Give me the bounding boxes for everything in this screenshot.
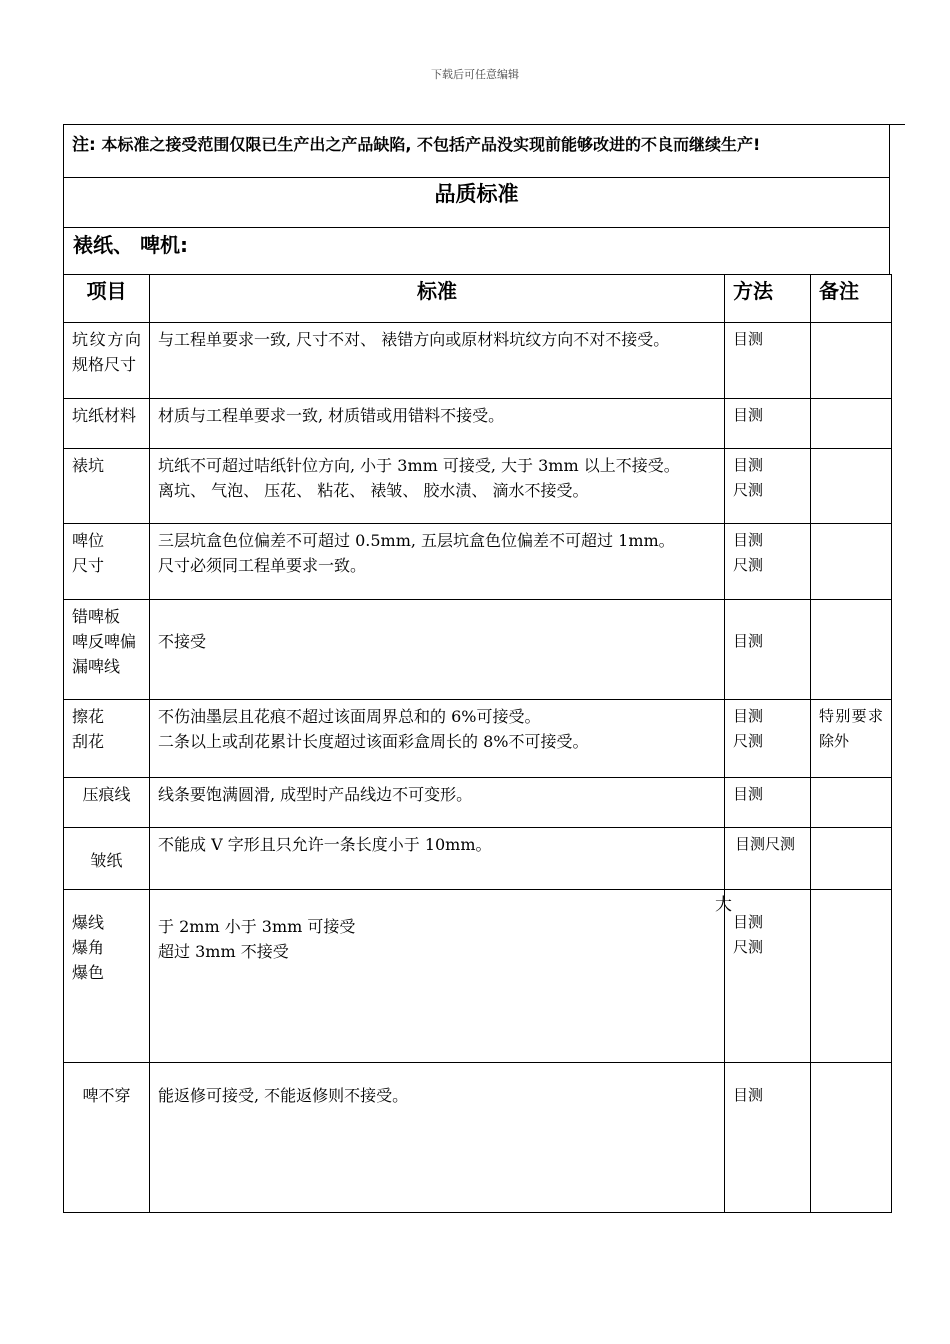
- section-heading: 裱纸、 啤机:: [63, 227, 890, 275]
- method-cell: 目测: [725, 600, 811, 700]
- method-cell: 目测: [725, 323, 811, 399]
- standard-cell: 于 2mm 小于 3mm 可接受 超过 3mm 不接受: [150, 890, 725, 1063]
- table-row: [64, 399, 892, 449]
- method-cell: 目测: [725, 778, 811, 828]
- page-header: 下载后可任意编辑: [431, 68, 519, 81]
- table-row: [64, 828, 892, 890]
- standard-cell: 不能成 V 字形且只允许一条长度小于 10mm。: [150, 828, 725, 890]
- standard-cell: 线条要饱满圆滑, 成型时产品线边不可变形。: [150, 778, 725, 828]
- table-row: [64, 890, 892, 1063]
- method-cell: 目测: [725, 1063, 811, 1213]
- method-cell: 目测: [725, 399, 811, 449]
- item-cell: 压痕线: [64, 778, 150, 828]
- table-row: [64, 600, 892, 700]
- remark-cell: [811, 524, 892, 600]
- document-title: 品质标准: [63, 177, 890, 228]
- remark-cell: [811, 890, 892, 1063]
- standard-cell: 坑纸不可超过咭纸针位方向, 小于 3mm 可接受, 大于 3mm 以上不接受。 离坑、 气泡、 压花、 粘花、 裱皱、 胶水渍、 滴水不接受。: [150, 449, 725, 524]
- table-row: [64, 524, 892, 600]
- remark-cell: [811, 600, 892, 700]
- column-header-method: 方法: [725, 275, 811, 323]
- standard-cell: 三层坑盒色位偏差不可超过 0.5mm, 五层坑盒色位偏差不可超过 1mm。 尺寸必须同工程单要求一致。: [150, 524, 725, 600]
- column-header-item: 项目: [64, 275, 150, 323]
- method-cell: 目测 尺测: [725, 524, 811, 600]
- table-row: [64, 323, 892, 399]
- method-cell: 目测 尺测: [725, 890, 811, 1063]
- quality-standard-table: [63, 274, 892, 1213]
- note-box: [63, 124, 890, 178]
- table-row: [64, 1063, 892, 1213]
- table-row: [64, 449, 892, 524]
- item-cell: 错啤板 啤反啤偏 漏啤线: [64, 600, 150, 700]
- divider: [889, 124, 905, 125]
- item-cell: 啤不穿: [64, 1063, 150, 1213]
- table-row: [64, 700, 892, 778]
- remark-cell: [811, 778, 892, 828]
- column-header-standard: 标准: [150, 275, 725, 323]
- standard-cell: 与工程单要求一致, 尺寸不对、 裱错方向或原材料坑纹方向不对不接受。: [150, 323, 725, 399]
- note-text: 本标准之接受范围仅限已生产出之产品缺陷, 不包括产品没实现前能够改进的不良而继续生产!: [95, 135, 761, 154]
- method-cell: 目测尺测: [725, 828, 811, 890]
- method-cell: 目测 尺测: [725, 700, 811, 778]
- stray-character: 大: [715, 895, 732, 915]
- note-label: 注:: [72, 135, 96, 155]
- item-cell: 裱坑: [64, 449, 150, 524]
- item-cell: 皱纸: [64, 828, 150, 890]
- item-cell: 啤位 尺寸: [64, 524, 150, 600]
- standard-cell: 材质与工程单要求一致, 材质错或用错料不接受。: [150, 399, 725, 449]
- item-cell: 爆线 爆角 爆色: [64, 890, 150, 1063]
- item-cell: 坑纸材料: [64, 399, 150, 449]
- remark-cell: [811, 323, 892, 399]
- remark-cell: [811, 828, 892, 890]
- table-row: [64, 778, 892, 828]
- remark-cell: 特别要求除外: [811, 700, 892, 778]
- item-cell: 擦花 刮花: [64, 700, 150, 778]
- standard-cell: 不接受: [150, 600, 725, 700]
- remark-cell: [811, 449, 892, 524]
- remark-cell: [811, 399, 892, 449]
- column-header-remark: 备注: [811, 275, 892, 323]
- standard-cell: 不伤油墨层且花痕不超过该面周界总和的 6%可接受。 二条以上或刮花累计长度超过该面彩盒周长的 8%不可接受。: [150, 700, 725, 778]
- remark-cell: [811, 1063, 892, 1213]
- method-cell: 目测 尺测: [725, 449, 811, 524]
- item-cell: 坑纹方向规格尺寸: [64, 323, 150, 399]
- standard-cell: 能返修可接受, 不能返修则不接受。: [150, 1063, 725, 1213]
